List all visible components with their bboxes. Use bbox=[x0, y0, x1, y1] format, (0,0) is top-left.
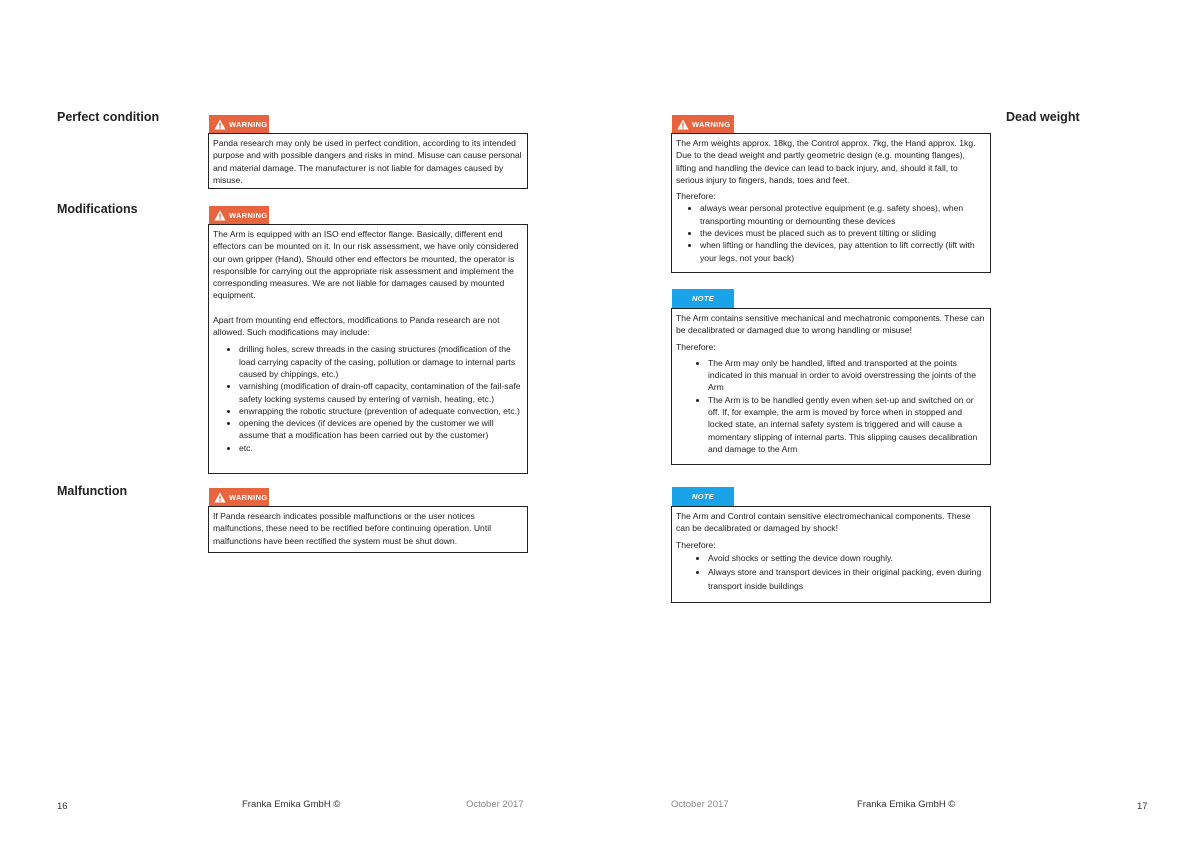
dead-weight-list bbox=[676, 202, 986, 263]
footer-company-right: Franka Emika GmbH © bbox=[857, 799, 956, 810]
list-item: • the devices must be placed such as to prevent tilting or sliding bbox=[700, 227, 986, 239]
warning-tag-label: WARNING bbox=[229, 493, 268, 502]
warning-text: The Arm is equipped with an ISO end effector flange. Basically, different end effectors can be mounted on it. In our risk assessment, we have only considered our own gripper (Hand). Should other end effectors be mounted, the operator is responsible for carrying out the appropriate risk assessment and implement the corresponding measures. We are not liable for damages caused by mounted equipment. bbox=[213, 229, 519, 301]
warning-tag-label: WARNING bbox=[229, 120, 268, 129]
warning-box-perfect-condition bbox=[208, 133, 528, 189]
warning-text: Apart from mounting end effectors, modifications to Panda research are not allowed. Such modifications may include: bbox=[213, 314, 500, 338]
warning-text: Panda research may only be used in perfect condition, according to its intended purpose and with possible dangers and risks in mind. Misuse can cause personal and material damage. The manufacturer is not liable for damages caused by misuse. bbox=[213, 138, 522, 185]
warning-box-malfunction bbox=[208, 506, 528, 553]
warning-tag-label: WARNING bbox=[692, 120, 731, 129]
note-box-shock bbox=[671, 506, 991, 603]
section-heading-perfect-condition: Perfect condition bbox=[57, 110, 160, 124]
section-heading-dead-weight: Dead weight bbox=[1006, 110, 1080, 124]
warning-text: The Arm weights approx. 18kg, the Control approx. 7kg, the Hand approx. 1kg. Due to the dead weight and partly geometric design (e.g. mounting flanges), lifting and handling the device can lead to back injury, and, should it fall, to serious injury to fingers, hands, toes and feet. bbox=[676, 138, 976, 185]
warning-box-modifications bbox=[208, 224, 528, 474]
warning-box-dead-weight bbox=[671, 133, 991, 273]
note-text: The Arm contains sensitive mechanical and mechatronic components. These can be decalibrated or damaged due to wrong handling or misuse! bbox=[676, 313, 985, 336]
warning-tag bbox=[209, 488, 269, 507]
page-number-left: 16 bbox=[57, 801, 68, 812]
shock-list bbox=[676, 551, 986, 593]
therefore-label: Therefore: bbox=[676, 341, 716, 352]
list-item: • Always store and transport devices in their original packing, even during transport inside buildings bbox=[708, 565, 986, 593]
warning-tag bbox=[672, 115, 734, 134]
list-item: • always wear personal protective equipment (e.g. safety shoes), when transporting mounting or demounting these devices bbox=[700, 202, 986, 227]
therefore-label: Therefore: bbox=[676, 191, 716, 202]
warning-tag bbox=[209, 206, 269, 225]
handling-list bbox=[676, 357, 986, 455]
warning-triangle-icon bbox=[214, 119, 226, 130]
warning-triangle-icon bbox=[677, 119, 689, 130]
warning-triangle-icon bbox=[214, 492, 226, 503]
list-item: • when lifting or handling the devices, pay attention to lift correctly (lift with your legs, not your back) bbox=[700, 239, 986, 264]
warning-tag bbox=[209, 115, 269, 134]
page-number-right: 17 bbox=[1137, 801, 1148, 812]
modifications-list bbox=[213, 343, 523, 454]
list-item: • Avoid shocks or setting the device down roughly. bbox=[708, 551, 986, 565]
section-heading-modifications: Modifications bbox=[57, 202, 138, 216]
note-tag: NOTE bbox=[672, 487, 734, 506]
footer-company-left: Franka Emika GmbH © bbox=[242, 799, 341, 810]
therefore-label: Therefore: bbox=[676, 539, 716, 550]
list-item: • etc. bbox=[239, 442, 523, 454]
note-box-handling bbox=[671, 308, 991, 465]
warning-text: If Panda research indicates possible malfunctions or the user notices malfunctions, these need to be rectified before continuing operation. Until malfunctions have been rectified the system must be shut down. bbox=[213, 511, 492, 546]
note-tag: NOTE bbox=[672, 289, 734, 308]
list-item: • The Arm may only be handled, lifted and transported at the points indicated in this manual in order to avoid overstressing the joints of the Arm bbox=[708, 357, 986, 394]
list-item: • varnishing (modification of drain-off capacity, contamination of the fail-safe safety locking systems caused by entering of varnish, heating, etc.) bbox=[239, 380, 523, 405]
list-item: • enwrapping the robotic structure (prevention of adequate convection, etc.) bbox=[239, 405, 523, 417]
warning-triangle-icon bbox=[214, 210, 226, 221]
footer-date-right: October 2017 bbox=[671, 799, 729, 810]
list-item: • opening the devices (if devices are opened by the customer we will assume that a modification has been carried out by the customer) bbox=[239, 417, 523, 442]
section-heading-malfunction: Malfunction bbox=[57, 484, 128, 498]
footer-date-left: October 2017 bbox=[466, 799, 524, 810]
warning-tag-label: WARNING bbox=[229, 211, 268, 220]
list-item: • drilling holes, screw threads in the casing structures (modification of the load carrying capacity of the casing, pollution or damage to internal parts caused by chippings, etc.) bbox=[239, 343, 523, 380]
list-item: • The Arm is to be handled gently even when set-up and switched on or off. If, for example, the arm is moved by force when in stopped and locked state, an internal safety system is triggered and will cause a momentary slipping of internal parts. This slipping causes decalibration and damage to the Arm bbox=[708, 394, 986, 455]
note-text: The Arm and Control contain sensitive electromechanical components. These can be decalibrated or damaged by shock! bbox=[676, 511, 971, 534]
